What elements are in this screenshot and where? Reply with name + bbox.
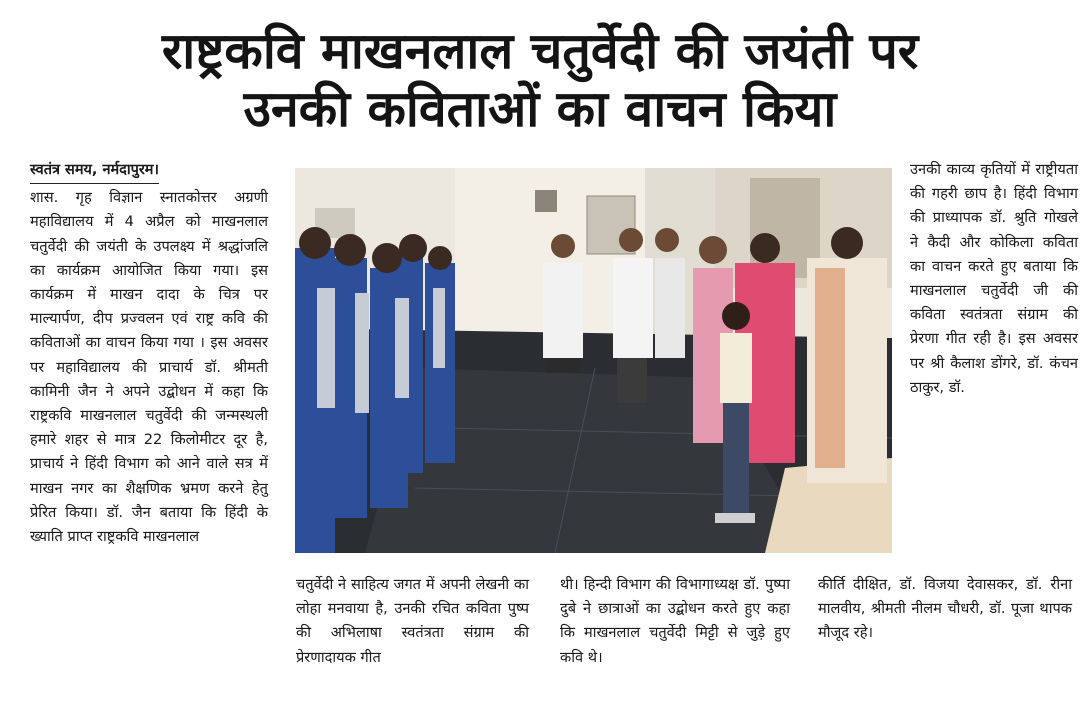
article-column-1 (30, 158, 268, 549)
article-column-3-bottom: थी। हिन्दी विभाग की विभागाध्यक्ष डॉ. पुष्पा दुबे ने छात्राओं का उद्बोधन करते हुए कहा कि माखनलाल चतुर्वेदी मिट्टी से जुड़े हुए कवि थे। (560, 576, 790, 666)
article-column-4-bottom: कीर्ति दीक्षित, डॉ. विजया देवासकर, डॉ. रीना मालवीय, श्रीमती नीलम चौधरी, डॉ. पूजा थापक मौजूद रहे। (818, 576, 1072, 642)
event-photo (295, 168, 892, 553)
column-1-text: शास. गृह विज्ञान स्नातकोत्तर अग्रणी महाविद्यालय में 4 अप्रैल को माखनलाल चतुर्वेदी की जयंती के उपलक्ष्य में श्रद्धांजलि का कार्यक्रम आयोजित किया गया। इस कार्यक्रम में माखन दादा के चित्र पर माल्यार्पण, दीप प्रज्वलन एवं राष्ट्र कवि की कविताओं का वाचन किया गया । इस अवसर पर महाविद्यालय की प्राचार्य डॉ. श्रीमती कामिनी जैन ने अपने उद्बोधन में कहा कि राष्ट्रकवि माखनलाल चतुर्वेदी की जन्मस्थली हमारे शहर से मात्र 22 किलोमीटर दूर है, प्राचार्य ने हिंदी विभाग को आने वाले सत्र में माखन नगर का शैक्षणिक भ्रमण करने हेतु प्रेरित किया। डॉ. जैन बताया कि हिंदी के ख्याति प्राप्त राष्ट्रकवि माखनलाल (30, 189, 268, 546)
article-column-4 (910, 158, 1078, 400)
column-4-top-text: उनकी काव्य कृतियों में राष्ट्रीयता की गहरी छाप है। हिंदी विभाग की प्राध्यापक डॉ. श्रुति गोखले ने कैदी और कोकिला कविता का वाचन करते हुए बताया कि माखनलाल चतुर्वेदी जी की कविता स्वतंत्रता संग्राम की प्रेरणा गीत रही है। इस अवसर पर श्री कैलाश डोंगरे, डॉ. कंचन ठाकुर, डॉ. (910, 161, 1078, 396)
headline (0, 22, 1080, 138)
headline-line-1: राष्ट्रकवि माखनलाल चतुर्वेदी की जयंती पर (161, 22, 919, 80)
headline-line-2: उनकी कविताओं का वाचन किया (243, 80, 837, 138)
dateline: स्वतंत्र समय, नर्मदापुरम। (30, 158, 159, 184)
event-photo-illustration (295, 168, 892, 553)
article-column-2-bottom: चतुर्वेदी ने साहित्य जगत में अपनी लेखनी का लोहा मनवाया है, उनकी रचित कविता पुष्प की अभिलाषा स्वतंत्रता संग्राम की प्रेरणादायक गीत (296, 576, 529, 666)
